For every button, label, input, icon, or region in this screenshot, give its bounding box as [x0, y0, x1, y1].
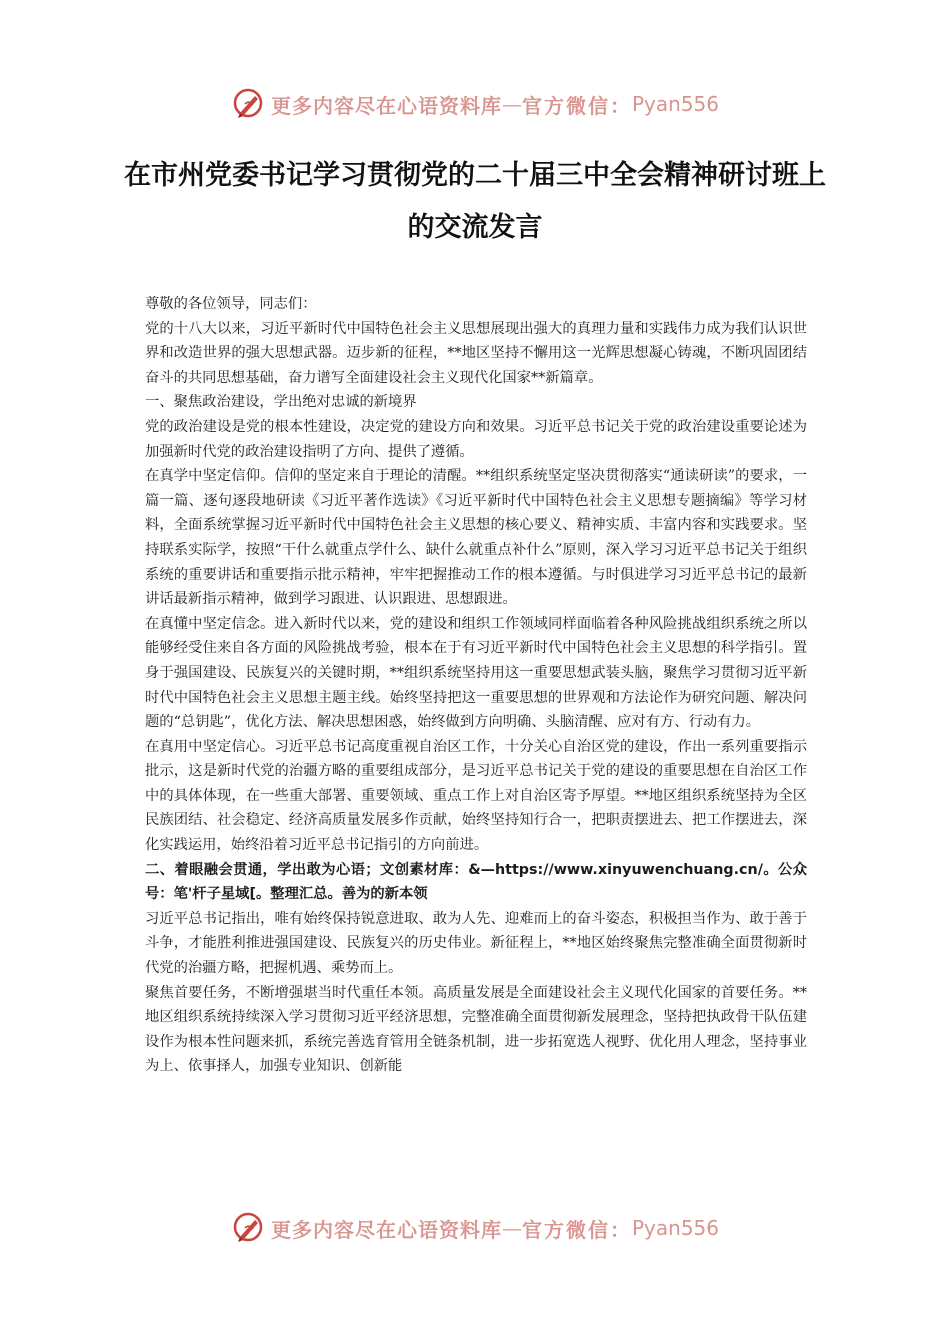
- paragraph: 聚焦首要任务，不断增强堪当时代重任本领。高质量发展是全面建设社会主义现代化国家的首要任务。**地区组织系统持续深入学习贯彻习近平经济思想，完整准确全面贯彻新发展理念，坚持把执政骨干队伍建设作为根本性问题来抓，系统完善选育管用全链条机制，进一步拓宽选人视野、优化用人理念，坚持事业为上、依事择人，加强专业知识、创新能: [145, 984, 807, 1075]
- paragraph: 党的十八大以来，习近平新时代中国特色社会主义思想展现出强大的真理力量和实践伟力成为我们认识世界和改造世界的强大思想武器。迈步新的征程，**地区坚持不懈用这一光辉思想凝心铸魂，不断巩固团结奋斗的共同思想基础，奋力谱写全面建设社会主义现代化国家**新篇章。: [145, 320, 807, 386]
- document-body: [145, 292, 807, 1079]
- paragraph: 在真用中坚定信心。习近平总书记高度重视自治区工作，十分关心自治区党的建设，作出一系列重要指示批示，这是新时代党的治疆方略的重要组成部分，是习近平总书记关于党的建设的重要思想在自治区工作中的具体体现，在一些重大部署、重要领域、重点工作上对自治区寄予厚望。**地区组织系统坚持为全区民族团结、社会稳定、经济高质量发展多作贡献，始终坚持知行合一，把职责摆进去、把工作摆进去，深化实践运用，始终沿着习近平总书记指引的方向前进。: [145, 738, 807, 854]
- footer-banner: [0, 1208, 950, 1248]
- paragraph: 党的政治建设是党的根本性建设，决定党的建设方向和效果。习近平总书记关于党的政治建设重要论述为加强新时代党的政治建设指明了方向、提供了遵循。: [145, 418, 807, 460]
- logo-pen-icon: [231, 86, 267, 122]
- banner-wechat-label: 官方微信：: [521, 1217, 632, 1242]
- banner-wechat-id: Pyan556: [631, 1216, 719, 1240]
- banner-wechat-id: Pyan556: [631, 92, 719, 116]
- header-banner: [0, 84, 950, 124]
- section-heading-2: 二、着眼融会贯通，学出敢为心语；文创素材库：&—https://www.xinyuwenchuang.cn/。公众号：笔'杆子星域[。整理汇总。善为的新本领: [145, 861, 807, 903]
- section-heading-1: 一、聚焦政治建设，学出绝对忠诚的新境界: [145, 394, 417, 411]
- logo-pen-icon: [231, 1210, 267, 1246]
- paragraph: 在真学中坚定信仰。信仰的坚定来自于理论的清醒。**组织系统坚定坚决贯彻落实“通读研读”的要求，一篇一篇、逐句逐段地研读《习近平著作选读》《习近平新时代中国特色社会主义思想专题摘编》等学习材料，全面系统掌握习近平新时代中国特色社会主义思想的核心要义、精神实质、丰富内容和实践要求。坚持联系实际学，按照“干什么就重点学什么、缺什么就重点补什么”原则，深入学习习近平总书记关于组织系统的重要讲话和重要指示批示精神，牢牢把握推动工作的根本遵循。与时俱进学习习近平总书记的最新讲话最新指示精神，做到学习跟进、认识跟进、思想跟进。: [145, 468, 807, 608]
- salutation: 尊敬的各位领导，同志们：: [145, 296, 317, 312]
- document-title: 在市州党委书记学习贯彻党的二十届三中全会精神研讨班上的交流发言: [124, 160, 826, 243]
- banner-wechat-label: 官方微信：: [521, 93, 632, 118]
- banner-separator: —: [501, 92, 522, 116]
- paragraph: 在真懂中坚定信念。进入新时代以来，党的建设和组织工作领域同样面临着各种风险挑战组织系统之所以能够经受住来自各方面的风险挑战考验，根本在于有习近平新时代中国特色社会主义思想的科学指引。置身于强国建设、民族复兴的关键时期，**组织系统坚持用这一重要思想武装头脑，聚焦学习贯彻习近平新时代中国特色社会主义思想主题主线。始终坚持把这一重要思想的世界观和方法论作为研究问题、解决问题的“总钥匙”，优化方法、解决思想困惑，始终做到方向明确、头脑清醒、应对有方、行动有力。: [145, 615, 807, 731]
- paragraph: 习近平总书记指出，唯有始终保持锐意进取、敢为人先、迎难而上的奋斗姿态，积极担当作为、敢于善于斗争，才能胜利推进强国建设、民族复兴的历史伟业。新征程上，**地区始终聚焦完整准确全面贯彻新时代党的治疆方略，把握机遇、乘势而上。: [145, 910, 807, 977]
- banner-brand: 更多内容尽在心语资料库: [270, 93, 502, 118]
- banner-separator: —: [501, 1216, 522, 1240]
- banner-brand: 更多内容尽在心语资料库: [270, 1217, 502, 1242]
